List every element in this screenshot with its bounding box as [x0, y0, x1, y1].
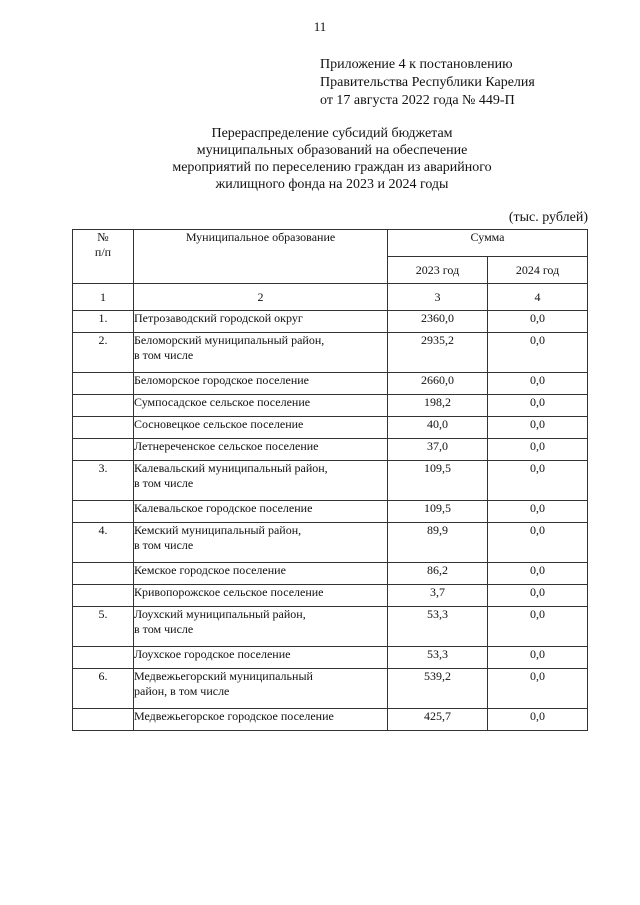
row-number: 4.: [73, 523, 134, 563]
row-number: 3.: [73, 461, 134, 501]
header-year-2023: 2023 год: [388, 257, 488, 284]
sum-2024: 0,0: [488, 333, 588, 373]
sum-2023: 109,5: [388, 501, 488, 523]
row-number: [73, 709, 134, 731]
table-row: [73, 647, 588, 669]
column-number: 1: [73, 284, 134, 311]
title-line: муниципальных образований на обеспечение: [196, 143, 468, 158]
annex-line: Правительства Республики Карелия: [320, 75, 535, 90]
municipality-name: Сосновецкое сельское поселение: [134, 417, 388, 439]
table-row: [73, 417, 588, 439]
column-numbers-row: [73, 284, 588, 311]
sum-2023: 53,3: [388, 607, 488, 647]
row-number: [73, 373, 134, 395]
annex-line: Приложение 4 к постановлению: [320, 57, 513, 72]
municipality-name: Сумпосадское сельское поселение: [134, 395, 388, 417]
sum-2024: 0,0: [488, 395, 588, 417]
row-number: [73, 395, 134, 417]
sum-2024: 0,0: [488, 563, 588, 585]
sum-2023: 425,7: [388, 709, 488, 731]
municipality-name: Кемский муниципальный район, в том числе: [134, 523, 388, 563]
municipality-name: Беломорское городское поселение: [134, 373, 388, 395]
table-row: [73, 501, 588, 523]
municipality-name: Медвежьегорское городское поселение: [134, 709, 388, 731]
sum-2023: 2360,0: [388, 311, 488, 333]
table-row: [73, 461, 588, 501]
document-title: [0, 125, 640, 193]
header-year-2024: 2024 год: [488, 257, 588, 284]
table-row: [73, 607, 588, 647]
municipality-name: Медвежьегорский муниципальный район, в том числе: [134, 669, 388, 709]
municipality-name: Кемское городское поселение: [134, 563, 388, 585]
table-row: [73, 585, 588, 607]
sum-2024: 0,0: [488, 461, 588, 501]
row-number: [73, 563, 134, 585]
row-number: [73, 439, 134, 461]
sum-2023: 89,9: [388, 523, 488, 563]
municipality-name: Летнереченское сельское поселение: [134, 439, 388, 461]
table-row: [73, 311, 588, 333]
sum-2024: 0,0: [488, 607, 588, 647]
header-municipality: Муниципальное образование: [134, 230, 388, 284]
municipality-name: Петрозаводский городской округ: [134, 311, 388, 333]
page-number: 11: [313, 19, 327, 34]
title-line: мероприятий по переселению граждан из аварийного: [172, 160, 492, 175]
table-row: [73, 669, 588, 709]
sum-2023: 3,7: [388, 585, 488, 607]
row-number: 5.: [73, 607, 134, 647]
table-row: [73, 373, 588, 395]
header-sum: Сумма: [388, 230, 588, 257]
row-number: [73, 417, 134, 439]
sum-2023: 40,0: [388, 417, 488, 439]
sum-2024: 0,0: [488, 373, 588, 395]
row-number: [73, 585, 134, 607]
title-line: Перераспределение субсидий бюджетам: [211, 126, 453, 141]
column-number: 4: [488, 284, 588, 311]
sum-2023: 2660,0: [388, 373, 488, 395]
table-row: [73, 563, 588, 585]
table-row: [73, 709, 588, 731]
sum-2024: 0,0: [488, 523, 588, 563]
sum-2024: 0,0: [488, 501, 588, 523]
table-row: [73, 439, 588, 461]
column-number: 2: [134, 284, 388, 311]
municipality-name: Лоухский муниципальный район, в том числе: [134, 607, 388, 647]
sum-2023: 86,2: [388, 563, 488, 585]
row-number: [73, 647, 134, 669]
municipality-name: Калевальское городское поселение: [134, 501, 388, 523]
table-row: [73, 333, 588, 373]
row-number: 6.: [73, 669, 134, 709]
column-number: 3: [388, 284, 488, 311]
unit-label: (тыс. рублей): [508, 210, 588, 225]
sum-2023: 2935,2: [388, 333, 488, 373]
sum-2023: 539,2: [388, 669, 488, 709]
sum-2024: 0,0: [488, 647, 588, 669]
sum-2024: 0,0: [488, 585, 588, 607]
header-number: № п/п: [73, 230, 134, 284]
municipality-name: Беломорский муниципальный район, в том числе: [134, 333, 388, 373]
sum-2024: 0,0: [488, 311, 588, 333]
table-row: [73, 395, 588, 417]
municipality-name: Калевальский муниципальный район, в том числе: [134, 461, 388, 501]
table-row: [73, 523, 588, 563]
annex-reference: [320, 56, 535, 110]
row-number: 1.: [73, 311, 134, 333]
row-number: [73, 501, 134, 523]
sum-2023: 109,5: [388, 461, 488, 501]
sum-2024: 0,0: [488, 417, 588, 439]
row-number: 2.: [73, 333, 134, 373]
sum-2023: 198,2: [388, 395, 488, 417]
sum-2023: 53,3: [388, 647, 488, 669]
municipality-name: Кривопорожское сельское поселение: [134, 585, 388, 607]
sum-2024: 0,0: [488, 709, 588, 731]
sum-2024: 0,0: [488, 439, 588, 461]
annex-line: от 17 августа 2022 года № 449-П: [320, 93, 515, 108]
subsidies-table: [72, 229, 588, 731]
sum-2024: 0,0: [488, 669, 588, 709]
sum-2023: 37,0: [388, 439, 488, 461]
municipality-name: Лоухское городское поселение: [134, 647, 388, 669]
title-line: жилищного фонда на 2023 и 2024 годы: [215, 177, 449, 192]
